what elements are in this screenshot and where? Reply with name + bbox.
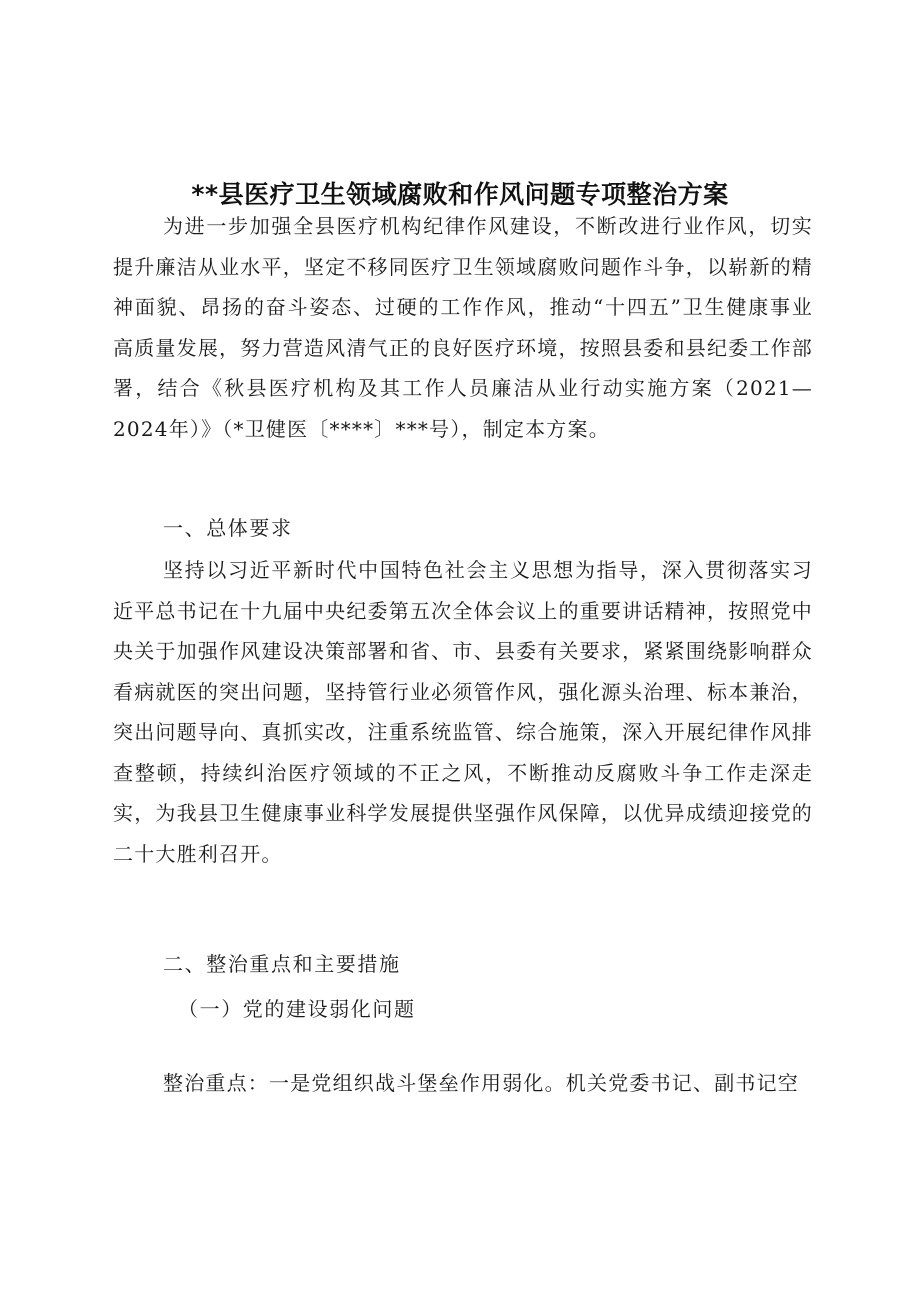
general-requirements-paragraph: 坚持以习近平新时代中国特色社会主义思想为指导，深入贯彻落实习近平总书记在十九届中央纪委第五次全体会议上的重要讲话精神，按照党中央关于加强作风建设决策部署和省、市、县委有关要求，紧紧围绕影响群众看病就医的突出问题，坚持管行业必须管作风，强化源头治理、标本兼治，突出问题导向、真抓实改，注重系统监管、综合施策，深入开展纪律作风排查整顿，持续纠治医疗领域的不正之风，不断推动反腐败斗争工作走深走实，为我县卫生健康事业科学发展提供坚强作风保障，以优异成绩迎接党的二十大胜利召开。 (113, 558, 813, 866)
rectification-focus-paragraph: 整治重点：一是党组织战斗堡垒作用弱化。机关党委书记、副书记空 (163, 1071, 799, 1095)
intro-paragraph: 为进一步加强全县医疗机构纪律作风建设，不断改进行业作风，切实提升廉洁从业水平，坚定不移同医疗卫生领域腐败问题作斗争，以崭新的精神面貌、昂扬的奋斗姿态、过硬的工作作风，推动“十四五”卫生健康事业高质量发展，努力营造风清气正的良好医疗环境，按照县委和县纪委工作部署，结合《秋县医疗机构及其工作人员廉洁从业行动实施方案（2021—2024年）》（*卫健医〔****〕***号），制定本方案。 (113, 214, 813, 441)
document-title: **县医疗卫生领域腐败和作风问题专项整治方案 (191, 179, 729, 209)
section-heading-rectification-focus: 二、整治重点和主要措施 (163, 952, 401, 976)
section-heading-general-requirements: 一、总体要求 (163, 516, 293, 540)
subsection-heading-party-building: （一）党的建设弱化问题 (178, 997, 416, 1021)
